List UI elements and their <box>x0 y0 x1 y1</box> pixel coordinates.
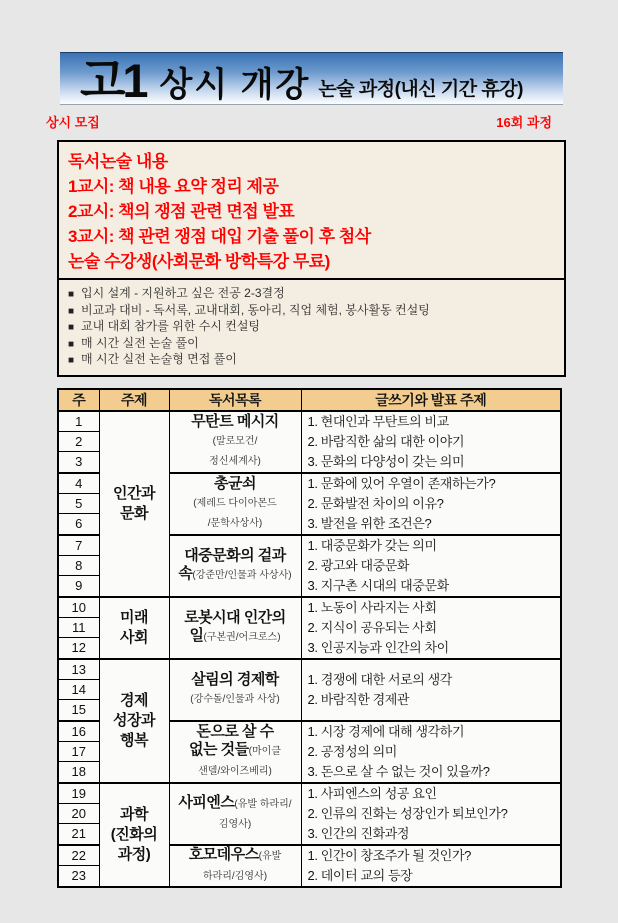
table-header-row <box>58 389 561 411</box>
book-author: (제레드 다이아몬드 <box>193 497 277 509</box>
book-author-publisher: 샌델/와이즈베리) <box>198 765 272 777</box>
subject-line: 인간과 <box>113 484 155 502</box>
topic-line: 2. 지식이 공유되는 사회 <box>307 619 437 635</box>
list-item-text: 입시 설계 - 지원하고 싶은 전공 2-3결정 <box>81 286 285 300</box>
topic-line: 3. 인공지능과 인간의 차이 <box>307 639 449 655</box>
square-bullet-icon: ■ <box>68 322 75 333</box>
book-cell <box>169 721 301 783</box>
book-title: 총균쇠 <box>214 474 256 492</box>
table-row <box>58 659 561 680</box>
book-cell <box>169 473 301 535</box>
table-row <box>58 411 561 432</box>
list-item-text: 교내 대회 참가를 위한 수시 컨설팅 <box>81 319 261 333</box>
topic-line: 1. 시장 경제에 대해 생각하기 <box>307 723 465 739</box>
list-item <box>68 319 556 336</box>
period-1-line: 1교시: 책 내용 요약 정리 제공 <box>68 177 279 196</box>
subject-line: 행복 <box>120 731 148 749</box>
week-cell: 21 <box>58 824 99 845</box>
benefit-list <box>59 278 564 375</box>
topics-cell <box>301 411 561 473</box>
list-item-text: 매 시간 실전 논술형 면접 풀이 <box>81 352 237 366</box>
week-cell: 18 <box>58 762 99 783</box>
subject-line: 성장과 <box>113 711 155 729</box>
week-cell: 1 <box>58 411 99 432</box>
week-cell: 11 <box>58 617 99 638</box>
recruiting-label: 상시 모집 <box>46 115 100 130</box>
week-cell: 6 <box>58 514 99 535</box>
book-title: 돈으로 살 수 <box>196 722 274 740</box>
book-cell <box>169 597 301 659</box>
session-count-label: 16회 과정 <box>496 115 552 130</box>
book-author: (말로모건/ <box>212 435 258 447</box>
week-cell: 12 <box>58 638 99 659</box>
banner-course-note: 논술 과정(내신 기간 휴강) <box>318 79 523 100</box>
book-title: 속 <box>178 564 193 582</box>
book-title: 무탄트 메시지 <box>191 412 279 430</box>
book-title: 없는 것들 <box>189 740 249 758</box>
list-item <box>68 336 556 353</box>
square-bullet-icon: ■ <box>68 305 75 317</box>
week-cell: 15 <box>58 700 99 721</box>
topics-cell <box>301 783 561 845</box>
week-cell: 5 <box>58 493 99 514</box>
week-cell: 19 <box>58 783 99 804</box>
subject-cell <box>99 783 169 887</box>
subject-line: (진화의 <box>110 825 158 843</box>
week-cell: 3 <box>58 452 99 473</box>
topic-line: 1. 대중문화가 갖는 의미 <box>307 537 437 553</box>
topic-line: 2. 공정성의 의미 <box>307 743 397 759</box>
subject-cell <box>99 659 169 783</box>
topics-cell <box>301 473 561 535</box>
subheader <box>46 112 572 131</box>
book-author-publisher: (강수돌/인물과 사상) <box>190 693 280 705</box>
topic-line: 2. 바람직한 경제관 <box>307 691 410 707</box>
book-title: 사피엔스 <box>178 793 235 811</box>
book-author: (유발 <box>258 850 282 862</box>
topic-line: 1. 노동이 사라지는 사회 <box>307 599 437 615</box>
column-header-week: 주 <box>58 389 99 411</box>
week-cell: 4 <box>58 473 99 494</box>
subject-line: 사회 <box>120 628 148 646</box>
subject-line: 과정) <box>117 845 151 863</box>
topic-line: 1. 사피엔스의 성공 요인 <box>307 785 437 801</box>
book-author: (마이클 <box>248 745 281 757</box>
book-title: 대중문화의 겉과 <box>184 546 286 564</box>
topic-line: 2. 광고와 대중문화 <box>307 557 410 573</box>
list-item <box>68 352 556 369</box>
book-cell <box>169 411 301 473</box>
book-cell <box>169 659 301 721</box>
free-special-lecture-line: 논술 수강생(사회문화 방학특강 무료) <box>68 252 330 271</box>
book-author-publisher: 하라리/김영사) <box>202 870 268 882</box>
subject-line: 미래 <box>120 608 148 626</box>
week-cell: 14 <box>58 679 99 700</box>
book-cell <box>169 845 301 887</box>
subject-line: 과학 <box>120 805 148 823</box>
list-item <box>68 286 556 303</box>
list-item-text: 매 시간 실전 논술 풀이 <box>81 335 199 350</box>
week-cell: 7 <box>58 535 99 556</box>
list-item-text: 비교과 대비 - 독서록, 교내대회, 동아리, 직업 체험, 봉사활동 컨설팅 <box>81 302 430 317</box>
column-header-reading-list: 독서목록 <box>169 389 301 411</box>
square-bullet-icon: ■ <box>68 289 75 300</box>
topic-line: 1. 문화에 있어 우열이 존재하는가? <box>307 475 496 491</box>
book-author-publisher: (구본권/어크로스) <box>203 631 281 643</box>
topic-line: 2. 인류의 진화는 성장인가 퇴보인가? <box>307 805 508 821</box>
course-info-box <box>57 140 566 377</box>
week-cell: 17 <box>58 741 99 762</box>
week-cell: 16 <box>58 721 99 742</box>
period-2-line: 2교시: 책의 쟁점 관련 면접 발표 <box>68 202 295 221</box>
square-bullet-icon: ■ <box>68 355 75 366</box>
topic-line: 3. 문화의 다양성이 갖는 의미 <box>307 453 465 469</box>
subject-line: 경제 <box>120 691 148 709</box>
book-title: 로봇시대 인간의 <box>184 608 286 626</box>
topic-line: 3. 발전을 위한 조건은? <box>307 515 432 531</box>
week-cell: 20 <box>58 803 99 824</box>
course-content-section <box>59 142 564 278</box>
week-cell: 9 <box>58 576 99 597</box>
book-title: 살림의 경제학 <box>191 670 279 688</box>
topics-cell <box>301 845 561 887</box>
week-cell: 23 <box>58 866 99 887</box>
topics-cell <box>301 721 561 783</box>
week-cell: 10 <box>58 597 99 618</box>
table-row <box>58 783 561 804</box>
banner-title: 상시 개강 <box>159 66 311 105</box>
week-cell: 8 <box>58 555 99 576</box>
book-publisher: 김영사) <box>218 818 252 830</box>
subject-cell <box>99 411 169 597</box>
document-page <box>0 52 618 923</box>
book-author: (유발 하라리/ <box>234 798 292 810</box>
book-publisher: /문학사상사) <box>207 517 263 529</box>
book-title: 호모데우스 <box>188 845 259 863</box>
topic-line: 3. 인간의 진화과정 <box>307 825 410 841</box>
week-cell: 13 <box>58 659 99 680</box>
period-3-line: 3교시: 책 관련 쟁점 대입 기출 풀이 후 첨삭 <box>68 227 371 246</box>
topic-line: 1. 경쟁에 대한 서로의 생각 <box>307 671 452 687</box>
course-content-title: 독서논술 내용 <box>68 152 168 171</box>
banner-grade-label: 고1 <box>80 54 146 108</box>
topic-line: 2. 바람직한 삶의 대한 이야기 <box>307 433 465 449</box>
week-cell: 2 <box>58 431 99 452</box>
topic-line: 2. 문화발전 차이의 이유? <box>307 495 444 511</box>
curriculum-table <box>57 388 562 888</box>
book-title: 일 <box>189 626 204 644</box>
topic-line: 3. 돈으로 살 수 없는 것이 있을까? <box>307 763 490 779</box>
week-cell: 22 <box>58 845 99 866</box>
topics-cell <box>301 597 561 659</box>
column-header-subject: 주제 <box>99 389 169 411</box>
table-row <box>58 597 561 618</box>
topic-line: 1. 인간이 창조주가 될 것인가? <box>307 847 471 863</box>
book-author-publisher: (강준만/인물과 사상사) <box>192 569 292 581</box>
banner <box>60 52 563 108</box>
square-bullet-icon: ■ <box>68 338 75 350</box>
topic-line: 1. 현대인과 무탄트의 비교 <box>307 413 449 429</box>
column-header-writing-topic: 글쓰기와 발표 주제 <box>301 389 561 411</box>
topic-line: 3. 지구촌 시대의 대중문화 <box>307 577 449 593</box>
subject-cell <box>99 597 169 659</box>
topics-cell <box>301 659 561 721</box>
topics-cell <box>301 535 561 597</box>
book-publisher: 정신세계사) <box>209 455 261 467</box>
subject-line: 문화 <box>120 504 148 522</box>
book-cell <box>169 783 301 845</box>
topic-line: 2. 데이터 교의 등장 <box>307 867 413 883</box>
book-cell <box>169 535 301 597</box>
list-item <box>68 303 556 320</box>
